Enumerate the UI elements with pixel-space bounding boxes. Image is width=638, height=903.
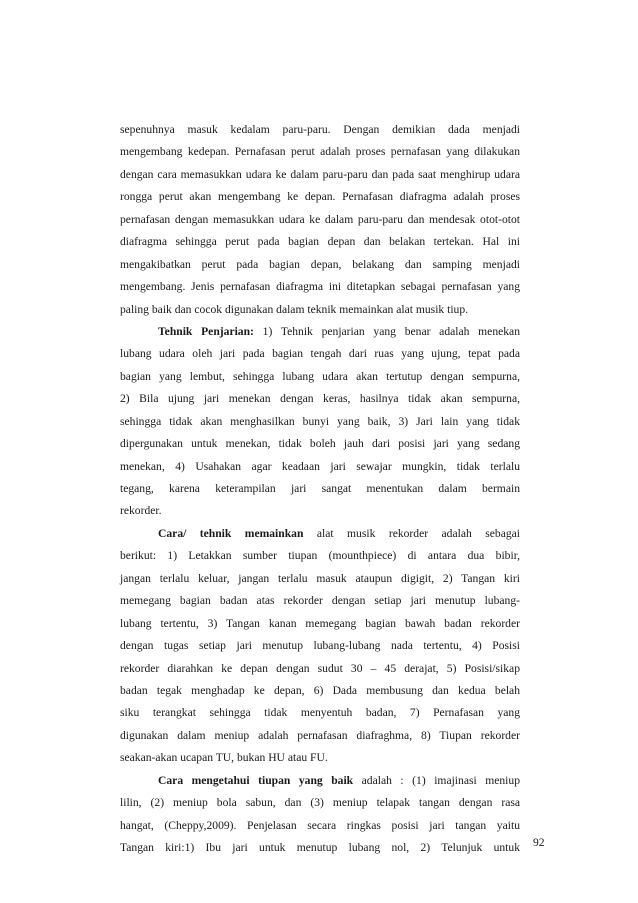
line-text: lilin, (2) meniup bola sabun, dan (3) meniup telapak tangan dengan rasa xyxy=(120,796,520,810)
line-text: diafragma sehingga perut pada bagian depan dan belakan tertekan. Hal ini xyxy=(120,235,520,249)
text-line xyxy=(120,186,520,208)
text-line xyxy=(120,837,520,859)
text-line xyxy=(120,141,520,163)
text-line xyxy=(120,343,520,365)
line-text: tegang, karena keterampilan jari sangat menentukan dalam bermain xyxy=(120,482,520,495)
bold-heading-phrase: Cara mengetahui tiupan yang baik xyxy=(158,773,354,787)
line-text: lubang tertentu, 3) Tangan kanan memegang bagian bawah badan rekorder xyxy=(120,616,520,630)
text-line xyxy=(120,702,520,724)
line-text: mengembang kedepan. Pernafasan perut adalah proses pernafasan yang dilakukan xyxy=(120,145,520,159)
paragraph-start-line xyxy=(120,770,520,792)
text-line xyxy=(120,456,520,478)
text-line xyxy=(120,635,520,657)
text-line xyxy=(120,613,520,635)
line-text: dengan cara memasukkan udara ke dalam paru-paru dan pada saat menghirup udara xyxy=(120,167,520,181)
line-text: hangat, (Cheppy,2009). Penjelasan secara ringkas posisi jari tangan yaitu xyxy=(120,818,520,832)
line-text: Tangan kiri:1) Ibu jari untuk menutup lubang nol, 2) Telunjuk untuk xyxy=(120,841,520,854)
line-text: sepenuhnya masuk kedalam paru-paru. Dengan demikian dada menjadi xyxy=(120,123,520,136)
bold-heading-phrase: Tehnik Penjarian: xyxy=(158,324,254,338)
paragraph-start-line xyxy=(120,321,520,343)
text-line xyxy=(120,792,520,814)
line-text: 1) Tehnik penjarian yang benar adalah menekan xyxy=(253,324,520,338)
line-text: dipergunakan untuk menekan, tidak boleh jauh dari posisi jari yang sedang xyxy=(120,437,520,451)
text-line xyxy=(120,815,520,837)
line-text: badan tegak menghadap ke depan, 6) Dada membusung dan kedua belah xyxy=(120,683,520,697)
text-line xyxy=(120,680,520,702)
page-number: 92 xyxy=(533,836,545,849)
text-line xyxy=(120,658,520,680)
bold-heading-phrase: Cara/ tehnik memainkan xyxy=(158,526,304,540)
line-text: lubang udara oleh jari pada bagian tengah dari ruas yang ujung, tepat pada xyxy=(120,347,520,361)
text-line xyxy=(120,478,520,500)
line-text: paling baik dan cocok digunakan dalam teknik memainkan alat musik tiup. xyxy=(120,302,469,316)
text-line xyxy=(120,411,520,433)
line-text: dengan tugas setiap jari menutup lubang-lubang nada tertentu, 4) Posisi xyxy=(120,639,520,653)
line-text: rongga perut akan mengembang ke depan. Pernafasan diafragma adalah proses xyxy=(120,190,520,204)
text-line xyxy=(120,590,520,612)
line-text: menekan, 4) Usahakan agar keadaan jari sewajar mungkin, tidak terlalu xyxy=(120,459,520,473)
text-line xyxy=(120,119,520,141)
line-text: 2) Bila ujung jari menekan dengan keras, hasilnya tidak akan sempurna, xyxy=(120,392,520,406)
line-text: sehingga tidak akan menghasilkan bunyi yang baik, 3) Jari lain yang tidak xyxy=(120,414,520,428)
text-line xyxy=(120,299,520,321)
text-line xyxy=(120,433,520,455)
text-line xyxy=(120,366,520,388)
line-text: digunakan dalam meniup adalah pernafasan diafraghma, 8) Tiupan rekorder xyxy=(120,728,520,742)
text-line xyxy=(120,231,520,253)
text-line xyxy=(120,254,520,276)
line-text: rekorder diarahkan ke depan dengan sudut 30 – 45 derajat, 5) Posisi/sikap xyxy=(120,661,520,675)
paragraph-start-line xyxy=(120,523,520,545)
line-text: seakan-akan ucapan TU, bukan HU atau FU. xyxy=(120,751,328,765)
line-text: jangan terlalu keluar, jangan terlalu masuk ataupun digigit, 2) Tangan kiri xyxy=(120,571,520,585)
text-line xyxy=(120,388,520,410)
line-text: siku terangkat sehingga tidak menyentuh badan, 7) Pernafasan yang xyxy=(120,706,520,720)
line-text: mengembang. Jenis pernafasan diafragma ini ditetapkan sebagai pernafasan yang xyxy=(120,280,520,294)
text-line xyxy=(120,725,520,747)
line-text: mengakibatkan perut pada bagian depan, belakang dan samping menjadi xyxy=(120,257,520,271)
text-line xyxy=(120,209,520,231)
text-line xyxy=(120,500,520,522)
text-line xyxy=(120,747,520,769)
text-line xyxy=(120,164,520,186)
line-text: adalah : (1) imajinasi meniup xyxy=(353,773,521,787)
line-text: alat musik rekorder adalah sebagai xyxy=(303,526,520,540)
text-line xyxy=(120,545,520,567)
text-line xyxy=(120,276,520,298)
line-text: pernafasan dengan memasukkan udara ke dalam paru-paru dan mendesak otot-otot xyxy=(120,212,520,226)
line-text: bagian yang lembut, sehingga lubang udara akan tertutup dengan sempurna, xyxy=(120,369,520,383)
body-text xyxy=(120,119,520,859)
text-line xyxy=(120,568,520,590)
line-text: berikut: 1) Letakkan sumber tiupan (mounthpiece) di antara dua bibir, xyxy=(120,549,520,563)
line-text: memegang bagian badan atas rekorder dengan setiap jari menutup lubang- xyxy=(120,594,520,608)
line-text: rekorder. xyxy=(120,504,162,518)
